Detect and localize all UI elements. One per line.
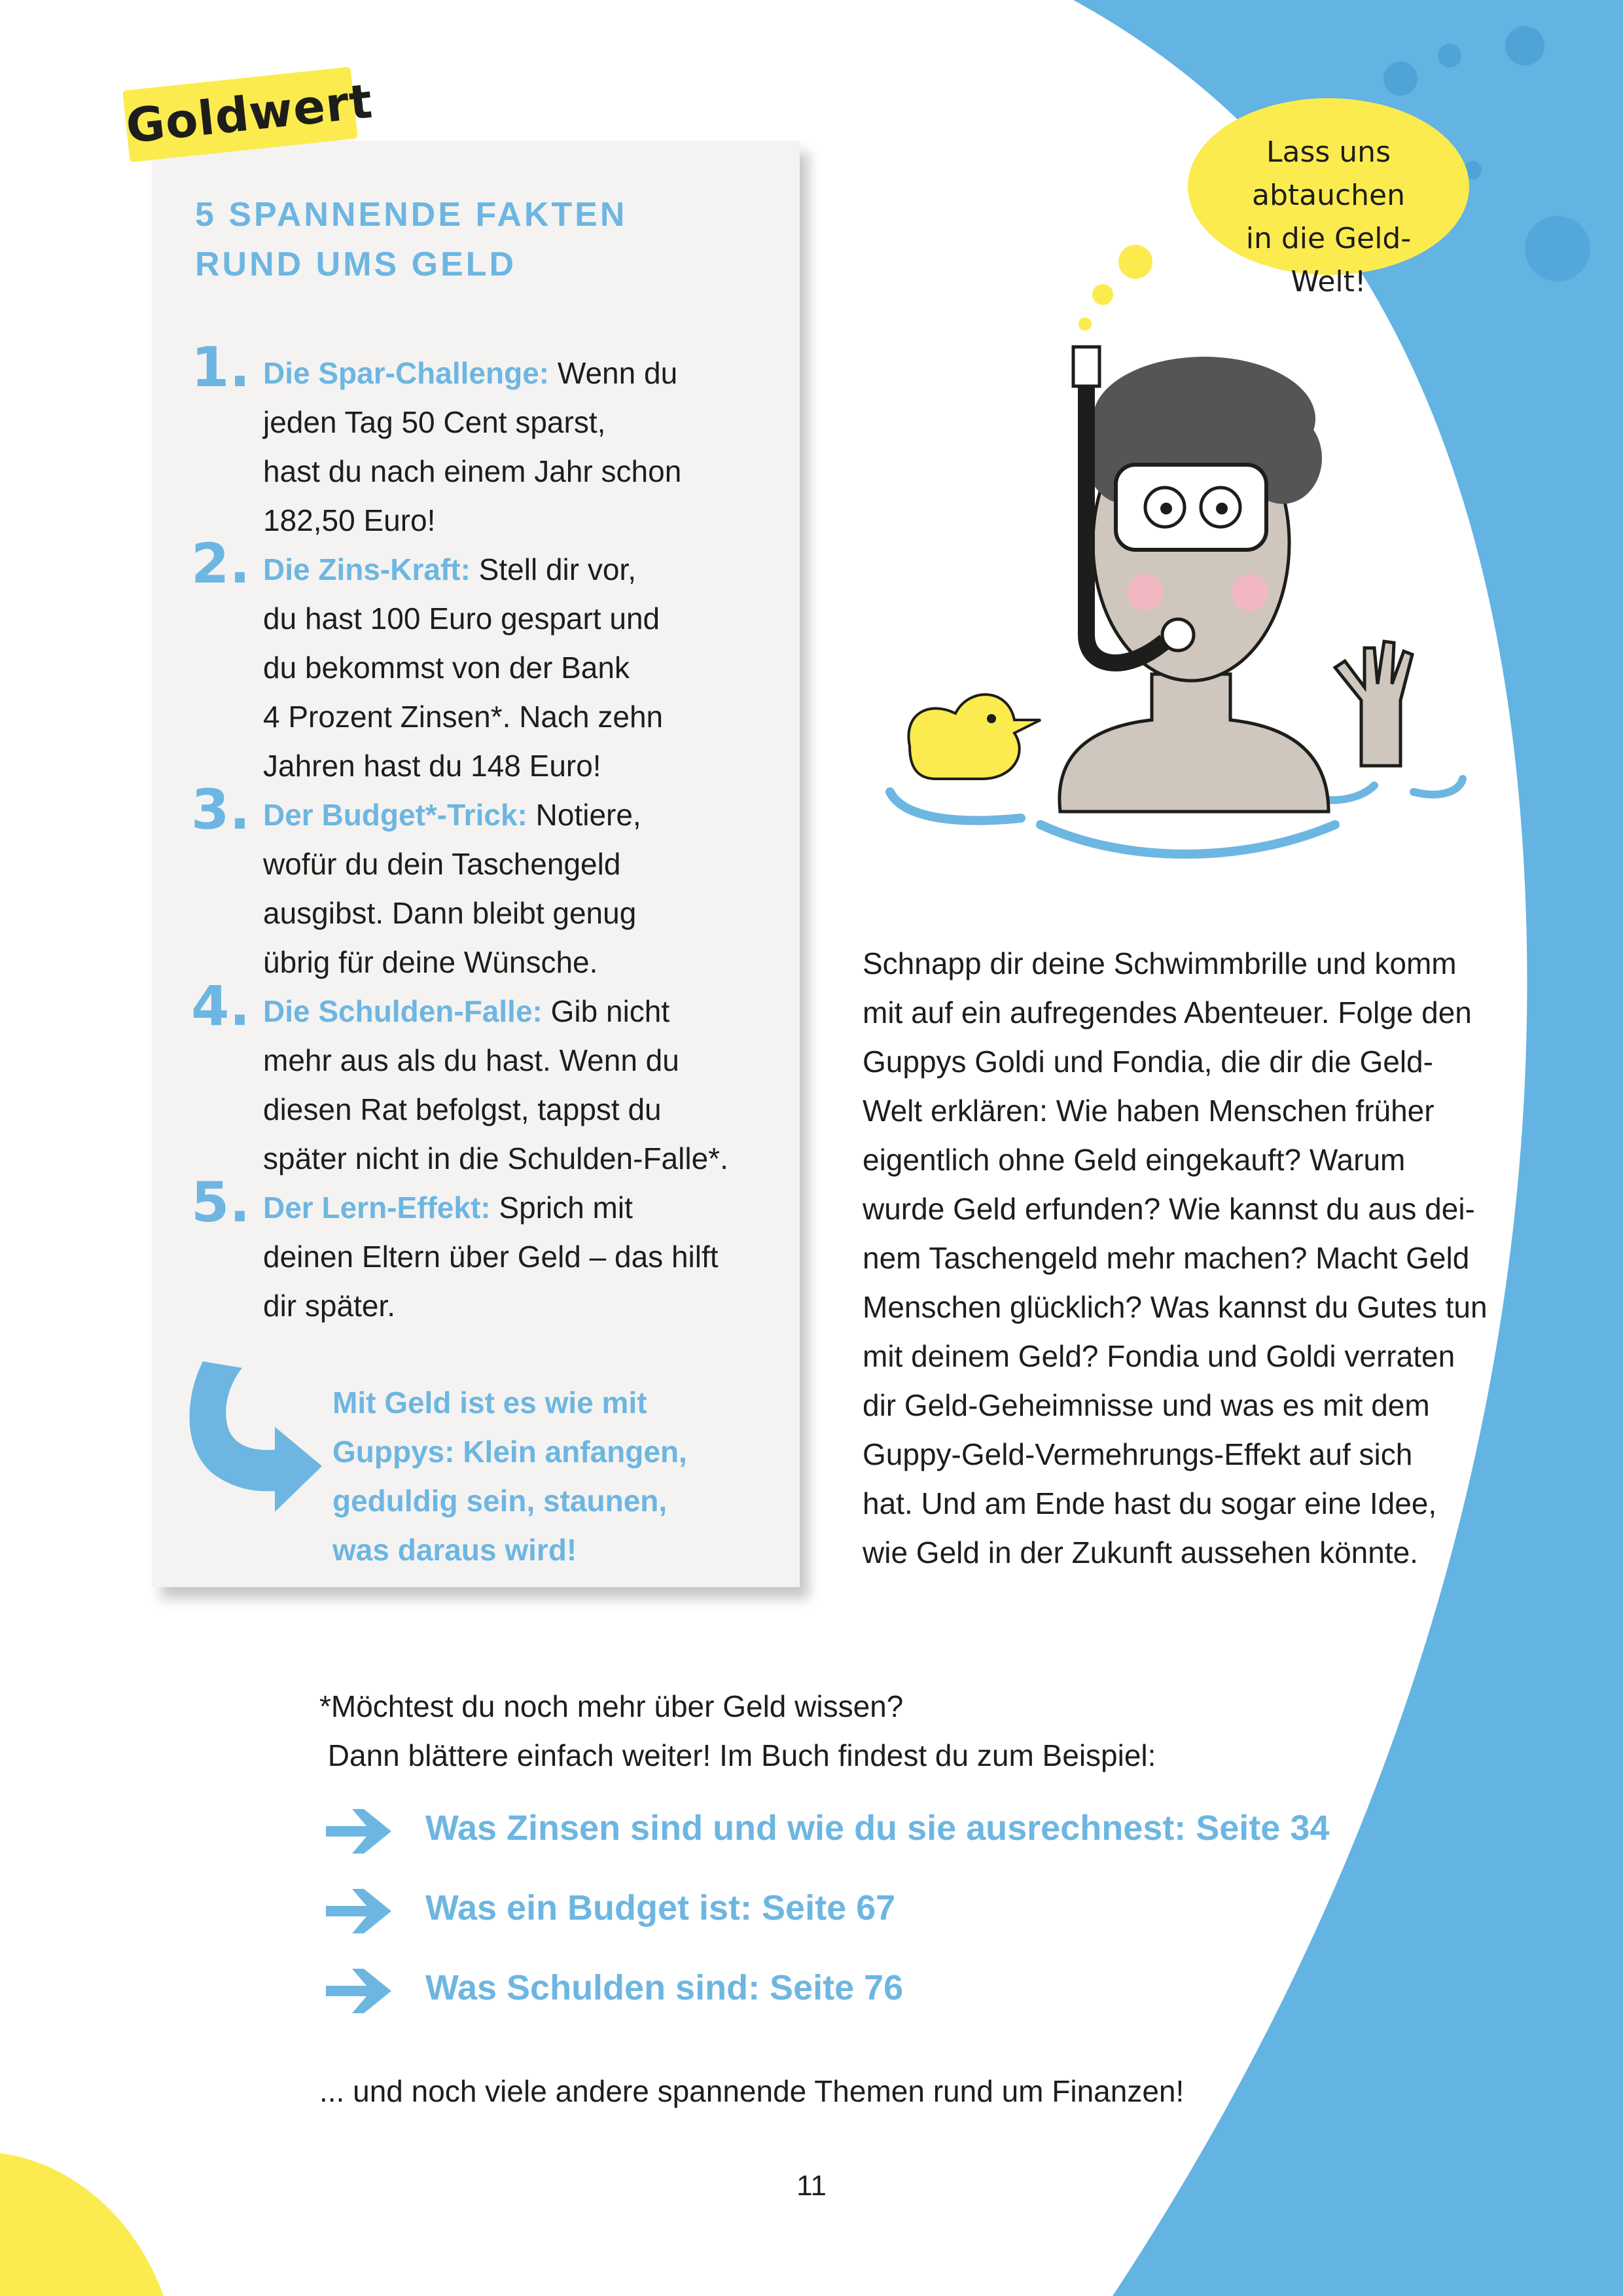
reference-link: Was Zinsen sind und wie du sie ausrechnest: Seite 34 xyxy=(425,1808,1330,1848)
fact-number: 2. xyxy=(191,531,251,596)
footnote-line: *Möchtest du noch mehr über Geld wissen? xyxy=(319,1689,904,1723)
arrow-right-icon xyxy=(326,1805,397,1857)
intro-line: wie Geld in der Zukunft aussehen könnte. xyxy=(863,1535,1418,1570)
fact-text-line: später nicht in die Schulden-Falle*. xyxy=(263,1141,728,1175)
intro-line: nem Taschengeld mehr machen? Macht Geld xyxy=(863,1241,1470,1275)
snorkel-kid-illustration xyxy=(877,216,1479,870)
fact-text-line: dir später. xyxy=(263,1289,395,1323)
reference-link: Was ein Budget ist: Seite 67 xyxy=(425,1888,896,1928)
fact-text-line: Jahren hast du 148 Euro! xyxy=(263,749,601,783)
intro-line: eigentlich ohne Geld eingekauft? Warum xyxy=(863,1143,1406,1177)
reference-link: Was Schulden sind: Seite 76 xyxy=(425,1968,904,2007)
intro-line: Guppys Goldi und Fondia, die dir die Geld- xyxy=(863,1045,1433,1079)
card-title xyxy=(195,190,771,289)
footnote xyxy=(319,1682,1366,1780)
fact-text-line: diesen Rat befolgst, tappst du xyxy=(263,1092,662,1126)
fact-text-line: 182,50 Euro! xyxy=(263,503,436,537)
intro-line: Guppy-Geld-Vermehrungs-Effekt auf sich xyxy=(863,1437,1413,1471)
fact-text-line: wofür du dein Taschengeld xyxy=(263,847,621,881)
fact-keyword: Die Spar-Challenge: xyxy=(263,356,550,390)
intro-line: Schnapp dir deine Schwimmbrille und komm xyxy=(863,946,1457,980)
arrow-right-icon xyxy=(326,1885,397,1937)
intro-line: wurde Geld erfunden? Wie kannst du aus dei- xyxy=(863,1192,1475,1226)
fact-keyword: Der Budget*-Trick: xyxy=(263,798,527,832)
motto-line: Guppys: Klein anfangen, xyxy=(332,1435,687,1469)
fact-number: 1. xyxy=(191,335,251,399)
fact-text-line: Gib nicht xyxy=(542,994,670,1028)
curved-arrow-icon xyxy=(177,1355,327,1512)
intro-line: Menschen glücklich? Was kannst du Gutes tun xyxy=(863,1290,1488,1324)
motto-line: Mit Geld ist es wie mit xyxy=(332,1386,647,1420)
closing-text: ... und noch viele andere spannende Themen rund um Finanzen! xyxy=(319,2074,1185,2108)
intro-line: dir Geld-Geheimnisse und was es mit dem xyxy=(863,1388,1430,1422)
fact-item xyxy=(263,1183,780,1331)
motto-line: was daraus wird! xyxy=(332,1533,577,1567)
fact-text-line: du hast 100 Euro gespart und xyxy=(263,601,660,636)
fact-text-line: hast du nach einem Jahr schon xyxy=(263,454,682,488)
fact-text-line: Wenn du xyxy=(549,356,678,390)
card-title-line: RUND UMS GELD xyxy=(195,245,517,283)
fact-item xyxy=(263,987,780,1183)
card-title-line: 5 SPANNENDE FAKTEN xyxy=(195,196,628,234)
bubble-line: in die Geld-Welt! xyxy=(1245,222,1412,298)
motto-line: geduldig sein, staunen, xyxy=(332,1484,668,1518)
fact-text-line: Notiere, xyxy=(527,798,641,832)
fact-text-line: deinen Eltern über Geld – das hilft xyxy=(263,1240,719,1274)
fact-text-line: Sprich mit xyxy=(490,1191,633,1225)
page-number: 11 xyxy=(796,2170,827,2202)
intro-line: Welt erklären: Wie haben Menschen früher xyxy=(863,1094,1435,1128)
fact-text-line: jeden Tag 50 Cent sparst, xyxy=(263,405,606,439)
fact-text-line: 4 Prozent Zinsen*. Nach zehn xyxy=(263,700,664,734)
intro-line: mit auf ein aufregendes Abenteuer. Folge den xyxy=(863,996,1472,1030)
intro-line: mit deinem Geld? Fondia und Goldi verraten xyxy=(863,1339,1455,1373)
fact-item xyxy=(263,349,780,545)
fact-text-line: ausgibst. Dann bleibt genug xyxy=(263,896,637,930)
fact-item xyxy=(263,545,780,791)
fact-text-line: du bekommst von der Bank xyxy=(263,651,630,685)
fact-number: 5. xyxy=(191,1170,251,1234)
goldwert-label-text: Goldwert xyxy=(123,73,376,154)
fact-keyword: Der Lern-Effekt: xyxy=(263,1191,491,1225)
fact-item xyxy=(263,791,780,987)
fact-number: 4. xyxy=(191,974,251,1038)
arrow-right-icon xyxy=(326,1965,397,2017)
fact-text-line: Stell dir vor, xyxy=(470,552,636,586)
yellow-corner-shape xyxy=(0,2134,170,2296)
fact-text-line: mehr aus als du hast. Wenn du xyxy=(263,1043,679,1077)
bubble-line: abtauchen xyxy=(1251,179,1406,212)
intro-paragraph xyxy=(863,939,1517,1577)
fact-text-line: übrig für deine Wünsche. xyxy=(263,945,598,979)
footnote-line: Dann blättere einfach weiter! Im Buch findest du zum Beispiel: xyxy=(319,1738,1156,1772)
card-motto xyxy=(332,1378,777,1575)
bubble-line: Lass uns xyxy=(1266,135,1391,169)
fact-keyword: Die Schulden-Falle: xyxy=(263,994,543,1028)
fact-number: 3. xyxy=(191,778,251,842)
fact-keyword: Die Zins-Kraft: xyxy=(263,552,471,586)
intro-line: hat. Und am Ende hast du sogar eine Idee, xyxy=(863,1486,1437,1520)
